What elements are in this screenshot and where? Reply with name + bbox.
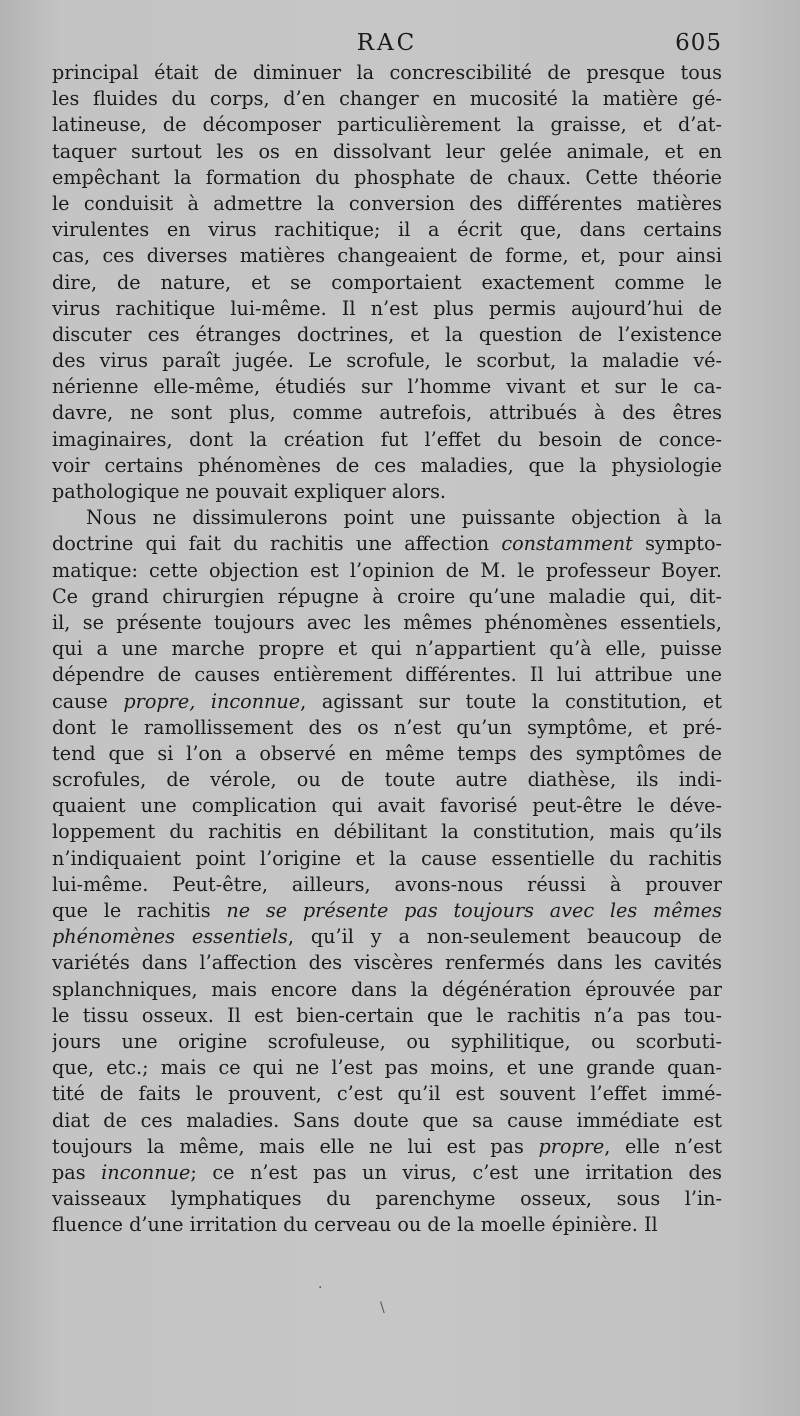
text-segment: , qu’il y a non-seulement beaucoup de — [287, 925, 722, 949]
italic-emphasis: propre — [538, 1134, 605, 1158]
text-line: principal était de diminuer la concrescibilité de presque tous — [52, 61, 722, 84]
running-head — [52, 30, 722, 62]
text-line: jours une origine scrofuleuse, ou syphilitique, ou scorbuti- — [52, 1029, 722, 1053]
text-line — [52, 1134, 722, 1160]
text-segment: , agissant sur toute la constitution, et — [300, 689, 722, 713]
text-line: discuter ces étranges doctrines, et la question de l’existence — [52, 322, 722, 346]
text-line: virulentes en virus rachitique; il a écrit que, dans certains — [52, 218, 722, 242]
text-segment: doctrine qui fait du rachitis une affection — [52, 532, 502, 556]
text-line: variétés dans l’affection des viscères renfermés dans les cavités — [52, 951, 722, 975]
text-line: Ce grand chirurgien répugne à croire qu’une maladie qui, dit- — [52, 584, 722, 608]
text-line: diat de ces maladies. Sans doute que sa cause immédiate est — [52, 1108, 722, 1132]
text-line: virus rachitique lui-même. Il n’est plus permis aujourd’hui de — [52, 296, 722, 320]
text-line: Nous ne dissimulerons point une puissante objection à la — [86, 506, 722, 530]
text-line — [52, 531, 722, 557]
text-line: que, etc.; mais ce qui ne l’est pas moins, et une grande quan- — [52, 1056, 722, 1080]
text-line: imaginaires, dont la création fut l’effet du besoin de conce- — [52, 427, 722, 451]
text-line: splanchniques, mais encore dans la dégénération éprouvée par — [52, 977, 722, 1001]
text-line: dépendre de causes entièrement différentes. Il lui attribue une — [52, 663, 722, 687]
text-line: empêchant la formation du phosphate de chaux. Cette théorie — [52, 165, 722, 189]
text-line: pathologique ne pouvait expliquer alors. — [52, 480, 447, 503]
text-line: voir certains phénomènes de ces maladies, que la physiologie — [52, 453, 722, 477]
text-line — [52, 898, 722, 924]
text-segment: toujours la même, mais elle ne lui est pas — [52, 1134, 539, 1158]
text-line: le conduisit à admettre la conversion des différentes matières — [52, 191, 722, 215]
text-line: fluence d’une irritation du cerveau ou de la moelle épinière. Il — [52, 1213, 658, 1237]
italic-emphasis: propre, inconnue — [123, 689, 301, 713]
text-line: cas, ces diverses matières changeaient de forme, et, pour ainsi — [52, 244, 722, 268]
text-line: qui a une marche propre et qui n’appartient qu’à elle, puisse — [52, 637, 722, 661]
text-line: tité de faits le prouvent, c’est qu’il est souvent l’effet immé- — [52, 1082, 722, 1106]
body-text — [52, 60, 722, 1238]
text-line — [52, 1160, 722, 1186]
paper-speck: \ — [380, 1300, 385, 1316]
text-line: scrofules, de vérole, ou de toute autre diathèse, ils indi- — [52, 768, 722, 792]
text-line: il, se présente toujours avec les mêmes phénomènes essentiels, — [52, 610, 722, 634]
text-segment: , elle n’est — [604, 1134, 722, 1158]
text-line: tend que si l’on a observé en même temps des symptômes de — [52, 741, 722, 765]
page-number: 605 — [675, 30, 722, 56]
text-line: vaisseaux lymphatiques du parenchyme osseux, sous l’in- — [52, 1187, 722, 1211]
text-segment: ; ce n’est pas un virus, c’est une irritation des — [190, 1160, 722, 1184]
italic-emphasis: constamment — [501, 532, 633, 556]
text-line: dont le ramollissement des os n’est qu’un symptôme, et pré- — [52, 715, 722, 739]
text-segment: pas — [52, 1160, 102, 1184]
text-line: nérienne elle-même, étudiés sur l’homme vivant et sur le ca- — [52, 375, 722, 399]
italic-emphasis: ne se présente pas toujours avec les mêmes — [226, 899, 722, 922]
text-line: les fluides du corps, d’en changer en mucosité la matière gé- — [52, 87, 722, 111]
text-segment: cause — [52, 689, 124, 713]
italic-emphasis: phénomènes essentiels — [52, 925, 288, 949]
text-line: quaient une complication qui avait favorisé peut-être le déve- — [52, 794, 722, 818]
text-line: latineuse, de décomposer particulièrement la graisse, et d’at- — [52, 113, 722, 137]
paper-speck: · — [318, 1280, 323, 1296]
text-line: des virus paraît jugée. Le scrofule, le scorbut, la maladie vé- — [52, 349, 722, 373]
text-line: davre, ne sont plus, comme autrefois, attribués à des êtres — [52, 401, 722, 425]
text-segment: que le rachitis — [52, 899, 227, 922]
italic-emphasis: inconnue — [101, 1160, 191, 1184]
text-line: le tissu osseux. Il est bien-certain que le rachitis n’a pas tou- — [52, 1003, 722, 1027]
text-line: n’indiquaient point l’origine et la cause essentielle du rachitis — [52, 846, 722, 870]
text-segment: sympto- — [632, 532, 722, 556]
text-line — [52, 924, 722, 950]
text-line: lui-même. Peut-être, ailleurs, avons-nous réussi à prouver — [52, 872, 722, 896]
text-line: loppement du rachitis en débilitant la constitution, mais qu’ils — [52, 820, 722, 844]
text-line: dire, de nature, et se comportaient exactement comme le — [52, 270, 722, 294]
text-line: matique: cette objection est l’opinion de M. le professeur Boyer. — [52, 558, 722, 582]
text-line — [52, 689, 722, 715]
text-line: taquer surtout les os en dissolvant leur gelée animale, et en — [52, 139, 722, 163]
running-title: RAC — [356, 30, 418, 56]
